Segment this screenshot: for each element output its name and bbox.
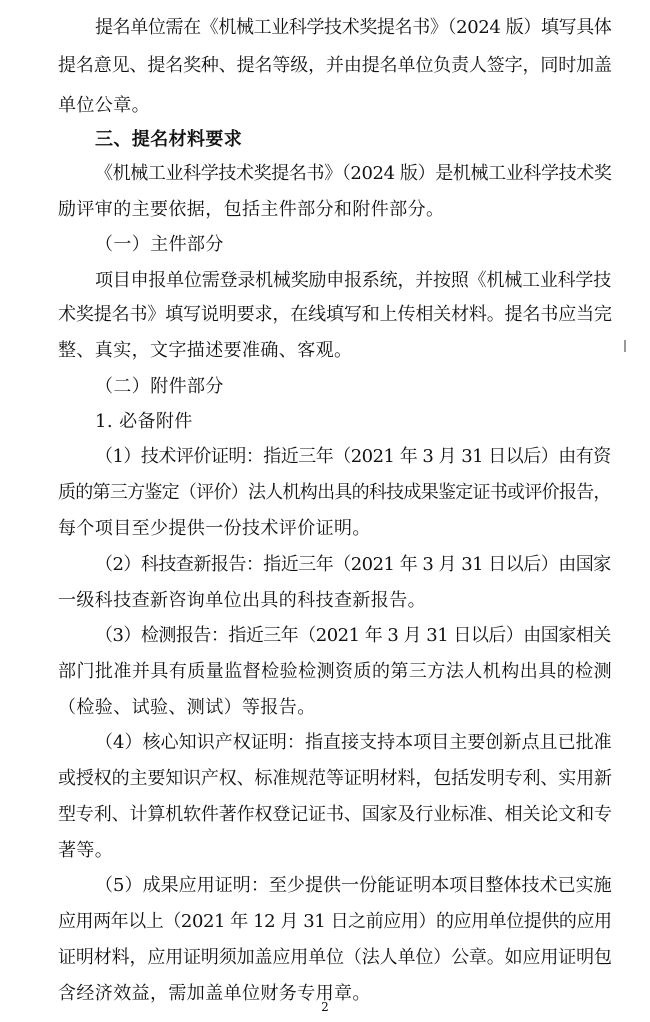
text-line: （二）附件部分 [95, 376, 224, 397]
text-line: （1）技术评价证明：指近三年（2021 年 3 月 31 日以后）由有资 [95, 446, 611, 467]
text-line: 项目申报单位需登录机械奖励申报系统，并按照《机械工业科学技 [95, 270, 611, 291]
text-line: 术奖提名书》填写说明要求，在线填写和上传相关材料。提名书应当完 [58, 304, 612, 325]
text-line: 或授权的主要知识产权、标准规范等证明材料，包括发明专利、实用新 [58, 768, 612, 789]
text-line: 质的第三方鉴定（评价）法人机构出具的科技成果鉴定证书或评价报告， [58, 482, 611, 503]
text-line: 含经济效益，需加盖单位财务专用章。 [58, 983, 371, 1004]
text-line: 证明材料，应用证明须加盖应用单位（法人单位）公章。如应用证明包 [58, 947, 612, 968]
scan-edge-mark [624, 340, 626, 352]
text-line: 整、真实，文字描述要准确、客观。 [58, 340, 353, 361]
text-line: 《机械工业科学技术奖提名书》（2024 版）是机械工业科学技术奖 [95, 163, 612, 184]
text-line: 提名单位需在《机械工业科学技术奖提名书》（2024 版）填写具体 [95, 17, 612, 38]
text-line: 1. 必备附件 [95, 411, 193, 432]
text-line: （4）核心知识产权证明：指直接支持本项目主要创新点且已批准 [95, 732, 612, 753]
text-line: （一）主件部分 [95, 234, 224, 255]
text-line: 提名意见、提名奖种、提名等级，并由提名单位负责人签字，同时加盖 [58, 55, 612, 76]
section-heading-line: 三、提名材料要求 [95, 129, 243, 150]
text-line: （2）科技查新报告：指近三年（2021 年 3 月 31 日以后）由国家 [95, 554, 611, 575]
text-line: （3）检测报告：指近三年（2021 年 3 月 31 日以后）由国家相关 [95, 625, 611, 646]
text-line: 部门批准并具有质量监督检验检测资质的第三方法人机构出具的检测 [58, 661, 613, 682]
text-line: 励评审的主要依据，包括主件部分和附件部分。 [58, 199, 445, 220]
text-line: （5）成果应用证明：至少提供一份能证明本项目整体技术已实施 [95, 875, 612, 896]
text-line: 一级科技查新咨询单位出具的科技查新报告。 [58, 590, 426, 611]
text-line: 著等。 [58, 840, 114, 861]
text-line: （检验、试验、测试）等报告。 [58, 697, 316, 718]
text-line: 单位公章。 [58, 95, 150, 116]
text-line: 应用两年以上（2021 年 12 月 31 日之前应用）的应用单位提供的应用 [58, 911, 612, 932]
text-line: 型专利、计算机软件著作权登记证书、国家及行业标准、相关论文和专 [58, 804, 612, 825]
page-number: 2 [321, 1000, 329, 1014]
text-line: 每个项目至少提供一份技术评价证明。 [58, 518, 371, 539]
